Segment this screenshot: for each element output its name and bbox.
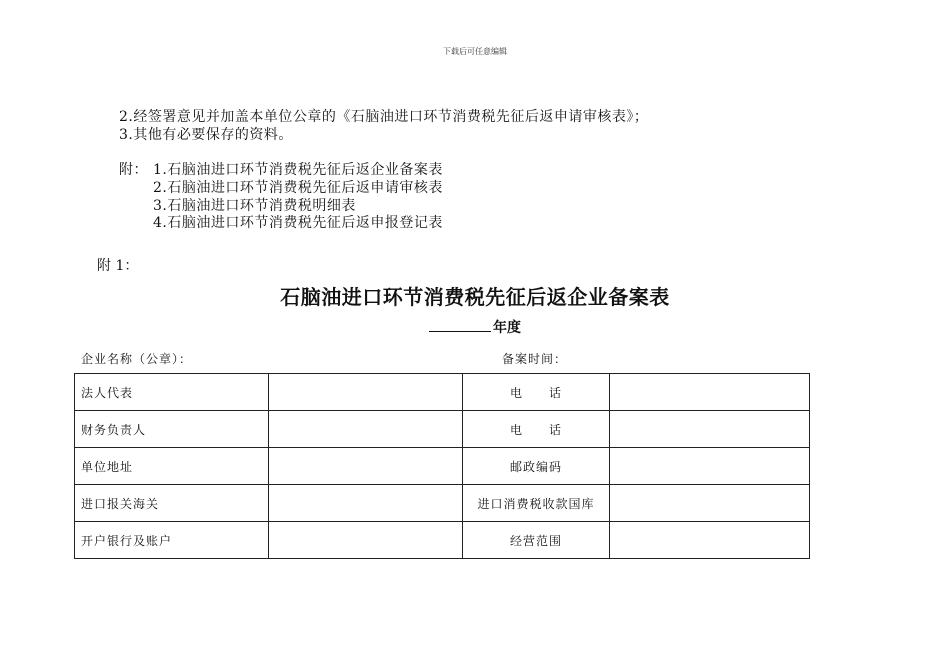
year-blank-field[interactable] xyxy=(429,318,491,332)
bank-account-label: 开户银行及账户 xyxy=(75,522,269,559)
business-scope-label: 经营范围 xyxy=(463,522,610,559)
attachment-item-2: 2.石脑油进口环节消费税先征后返申请审核表 xyxy=(153,180,443,196)
treasury-field[interactable] xyxy=(610,485,810,522)
attachment-item-3: 3.石脑油进口环节消费税明细表 xyxy=(153,198,356,214)
attachment-item-4: 4.石脑油进口环节消费税先征后返申报登记表 xyxy=(153,215,443,231)
customs-label: 进口报关海关 xyxy=(75,485,269,522)
legal-rep-label: 法人代表 xyxy=(75,374,269,411)
page-header-note: 下载后可任意编辑 xyxy=(443,47,507,56)
paragraph-item-3: 3.其他有必要保存的资料。 xyxy=(119,127,293,143)
address-field[interactable] xyxy=(269,448,463,485)
finance-head-field[interactable] xyxy=(269,411,463,448)
postal-code-label: 邮政编码 xyxy=(463,448,610,485)
customs-field[interactable] xyxy=(269,485,463,522)
table-row xyxy=(75,522,810,559)
legal-rep-field[interactable] xyxy=(269,374,463,411)
filing-form-table xyxy=(74,373,810,559)
form-year-line xyxy=(0,317,950,337)
appendix-label: 附 1： xyxy=(97,258,139,274)
business-scope-field[interactable] xyxy=(610,522,810,559)
filing-date-label: 备案时间： xyxy=(502,352,568,366)
finance-phone-field[interactable] xyxy=(610,411,810,448)
attachments-label: 附： xyxy=(119,162,148,178)
attachment-item-1: 1.石脑油进口环节消费税先征后返企业备案表 xyxy=(153,162,443,178)
finance-phone-label: 电 话 xyxy=(463,411,610,448)
paragraph-item-2: 2.经签署意见并加盖本单位公章的《石脑油进口环节消费税先征后返申请审核表》； xyxy=(119,109,649,125)
table-row xyxy=(75,374,810,411)
treasury-label: 进口消费税收款国库 xyxy=(463,485,610,522)
phone-label: 电 话 xyxy=(463,374,610,411)
year-suffix: 年度 xyxy=(493,320,521,336)
table-row xyxy=(75,485,810,522)
form-title: 石脑油进口环节消费税先征后返企业备案表 xyxy=(280,285,670,309)
company-name-label: 企业名称（公章）： xyxy=(81,352,193,366)
table-row xyxy=(75,411,810,448)
postal-code-field[interactable] xyxy=(610,448,810,485)
phone-field[interactable] xyxy=(610,374,810,411)
table-row xyxy=(75,448,810,485)
address-label: 单位地址 xyxy=(75,448,269,485)
bank-account-field[interactable] xyxy=(269,522,463,559)
finance-head-label: 财务负责人 xyxy=(75,411,269,448)
